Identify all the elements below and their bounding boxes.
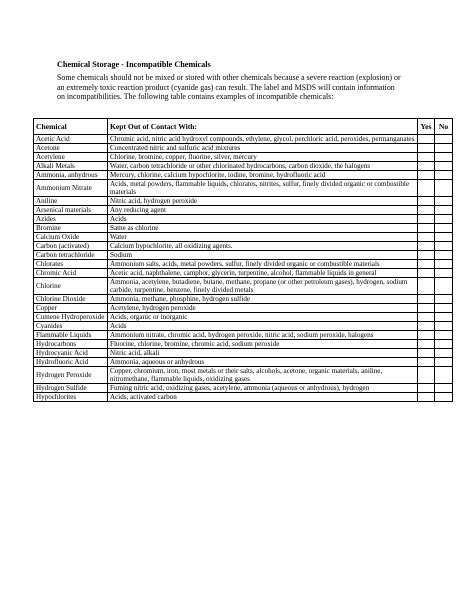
yes-cell[interactable] — [418, 358, 435, 367]
no-cell[interactable] — [435, 206, 453, 215]
table-row — [34, 313, 453, 322]
incompatible-with: Concentrated nitric and sulfuric acid mixtures — [108, 144, 418, 153]
no-cell[interactable] — [435, 313, 453, 322]
table-row — [34, 358, 453, 367]
table-row — [34, 135, 453, 144]
header-kept-out: Kept Out of Contact With: — [108, 119, 418, 135]
yes-cell[interactable] — [418, 304, 435, 313]
incompatible-with: Ammonium salts, acids, metal powders, sulfur, finely divided organic or combustible materials — [108, 260, 418, 269]
incompatible-with: Ammonium nitrate, chromic acid, hydrogen peroxide, nitric acid, sodium peroxide, halogens — [108, 331, 418, 340]
yes-cell[interactable] — [418, 233, 435, 242]
incompatible-with: Sodium — [108, 251, 418, 260]
yes-cell[interactable] — [418, 340, 435, 349]
chemical-name: Acetone — [34, 144, 108, 153]
chemical-name: Hydrofluoric Acid — [34, 358, 108, 367]
yes-cell[interactable] — [418, 242, 435, 251]
document-title: Chemical Storage - Incompatible Chemicals — [57, 60, 211, 69]
table-row — [34, 295, 453, 304]
chemical-name: Hydrogen Sulfide — [34, 384, 108, 393]
chemical-name: Carbon tetrachloride — [34, 251, 108, 260]
no-cell[interactable] — [435, 180, 453, 197]
no-cell[interactable] — [435, 367, 453, 384]
table-row — [34, 162, 453, 171]
table-body — [34, 135, 453, 402]
table-row — [34, 144, 453, 153]
incompatible-with: Acids — [108, 322, 418, 331]
incompatible-with: Copper, chromium, iron, most metals or their salts, alcohols, acetone, organic materials, aniline, nitromethane, flammable liquids, oxidizing gases — [108, 367, 418, 384]
yes-cell[interactable] — [418, 349, 435, 358]
no-cell[interactable] — [435, 153, 453, 162]
yes-cell[interactable] — [418, 251, 435, 260]
no-cell[interactable] — [435, 242, 453, 251]
table-row — [34, 215, 453, 224]
incompatible-with: Chromic acid, nitric acid hydroxyl compounds, ethylene, glycol, perchloric acid, peroxides, permanganates — [108, 135, 418, 144]
table-row — [34, 384, 453, 393]
header-no: No — [435, 119, 453, 135]
incompatible-with: Acids, activated carbon — [108, 393, 418, 402]
chemical-name: Ammonium Nitrate — [34, 180, 108, 197]
incompatible-with: Acids, organic or inorganic — [108, 313, 418, 322]
yes-cell[interactable] — [418, 206, 435, 215]
chemical-name: Hydrogen Peroxide — [34, 367, 108, 384]
incompatible-with: Nitric acid, alkali — [108, 349, 418, 358]
chemical-name: Chlorine Dioxide — [34, 295, 108, 304]
table-row — [34, 251, 453, 260]
chemical-name: Chromic Acid — [34, 269, 108, 278]
table-row — [34, 197, 453, 206]
chemical-name: Arsenical materials — [34, 206, 108, 215]
no-cell[interactable] — [435, 197, 453, 206]
yes-cell[interactable] — [418, 260, 435, 269]
chemical-name: Cumene Hydroperoxide — [34, 313, 108, 322]
chemical-name: Chlorine — [34, 278, 108, 295]
table-row — [34, 349, 453, 358]
incompatible-with: Ammonia, methane, phosphine, hydrogen sulfide — [108, 295, 418, 304]
incompatible-with: Same as chlorine — [108, 224, 418, 233]
chemical-name: Acetylene — [34, 153, 108, 162]
no-cell[interactable] — [435, 384, 453, 393]
no-cell[interactable] — [435, 233, 453, 242]
yes-cell[interactable] — [418, 162, 435, 171]
no-cell[interactable] — [435, 278, 453, 295]
no-cell[interactable] — [435, 340, 453, 349]
chemical-name: Acetic Acid — [34, 135, 108, 144]
incompatible-with: Acids — [108, 215, 418, 224]
incompatible-chemicals-table — [33, 118, 453, 402]
table-row — [34, 393, 453, 402]
document-intro: Some chemicals should not be mixed or stored with other chemicals because a severe reaction (explosion) or an extremely toxic reaction product (cyanide gas) can result. The label and MSDS will contain information on incompatibilities. The following table contains examples of incompatible chemicals: — [57, 73, 401, 102]
incompatible-with: Acetylene, hydrogen peroxide — [108, 304, 418, 313]
yes-cell[interactable] — [418, 295, 435, 304]
no-cell[interactable] — [435, 322, 453, 331]
table-row — [34, 340, 453, 349]
table-row — [34, 304, 453, 313]
no-cell[interactable] — [435, 331, 453, 340]
yes-cell[interactable] — [418, 215, 435, 224]
chemical-name: Calcium Oxide — [34, 233, 108, 242]
table-row — [34, 171, 453, 180]
yes-cell[interactable] — [418, 322, 435, 331]
yes-cell[interactable] — [418, 331, 435, 340]
table-row — [34, 180, 453, 197]
table-header-row — [34, 119, 453, 135]
header-chemical: Chemical — [34, 119, 108, 135]
chemical-name: Flammable Liquids — [34, 331, 108, 340]
table-row — [34, 224, 453, 233]
yes-cell[interactable] — [418, 153, 435, 162]
no-cell[interactable] — [435, 393, 453, 402]
yes-cell[interactable] — [418, 313, 435, 322]
table-row — [34, 260, 453, 269]
no-cell[interactable] — [435, 171, 453, 180]
no-cell[interactable] — [435, 215, 453, 224]
table-row — [34, 233, 453, 242]
yes-cell[interactable] — [418, 144, 435, 153]
incompatible-with: Ammonia, aqueous or anhydrous — [108, 358, 418, 367]
no-cell[interactable] — [435, 144, 453, 153]
chemical-name: Hydrocyanic Acid — [34, 349, 108, 358]
incompatible-with: Fuming nitric acid, oxidizing gases, acetylene, ammonia (aqueous or anhydrous), hydrogen — [108, 384, 418, 393]
chemical-name: Carbon (activated) — [34, 242, 108, 251]
no-cell[interactable] — [435, 358, 453, 367]
yes-cell[interactable] — [418, 269, 435, 278]
table-row — [34, 331, 453, 340]
no-cell[interactable] — [435, 135, 453, 144]
table-row — [34, 242, 453, 251]
table-row — [34, 322, 453, 331]
table-row — [34, 206, 453, 215]
table-row — [34, 269, 453, 278]
incompatible-with: Water, carbon tetrachloride or other chlorinated hydrocarbons, carbon dioxide, the halogens — [108, 162, 418, 171]
no-cell[interactable] — [435, 251, 453, 260]
yes-cell[interactable] — [418, 384, 435, 393]
chemical-name: Hypochlorites — [34, 393, 108, 402]
chemical-name: Cyanides — [34, 322, 108, 331]
table-row — [34, 278, 453, 295]
header-yes: Yes — [418, 119, 435, 135]
incompatible-with: Calcium hypochlorite, all oxidizing agents. — [108, 242, 418, 251]
chemical-name: Aniline — [34, 197, 108, 206]
chemical-name: Alkali Metals — [34, 162, 108, 171]
chemical-name: Copper — [34, 304, 108, 313]
incompatible-with: Acetic acid, naphthalene, camphor, glycerin, turpentine, alcohol, flammable liquids in general — [108, 269, 418, 278]
yes-cell[interactable] — [418, 197, 435, 206]
no-cell[interactable] — [435, 295, 453, 304]
chemical-name: Hydrocarbons — [34, 340, 108, 349]
no-cell[interactable] — [435, 269, 453, 278]
incompatible-with: Any reducing agent — [108, 206, 418, 215]
yes-cell[interactable] — [418, 171, 435, 180]
incompatible-with: Ammonia, acetylene, butadiene, butane, methane, propane (or other petroleum gases), hydrogen, sodium carbide, turpentine, benzene, finely divided metals — [108, 278, 418, 295]
no-cell[interactable] — [435, 260, 453, 269]
incompatible-with: Mercury, chlorine, calcium hypochlorite, iodine, bromine, hydrofluoric acid — [108, 171, 418, 180]
no-cell[interactable] — [435, 349, 453, 358]
incompatible-with: Nitric acid, hydrogen peroxide — [108, 197, 418, 206]
chemical-name: Chlorates — [34, 260, 108, 269]
table-row — [34, 153, 453, 162]
incompatible-with: Acids, metal powders, flammable liquids, chlorates, nitrites, sulfur, finely divided organic or combustible materials — [108, 180, 418, 197]
no-cell[interactable] — [435, 162, 453, 171]
yes-cell[interactable] — [418, 367, 435, 384]
no-cell[interactable] — [435, 224, 453, 233]
no-cell[interactable] — [435, 304, 453, 313]
chemical-name: Azides — [34, 215, 108, 224]
yes-cell[interactable] — [418, 278, 435, 295]
yes-cell[interactable] — [418, 224, 435, 233]
chemical-name: Bromine — [34, 224, 108, 233]
incompatible-with: Chlorine, bromine, copper, fluorine, silver, mercury — [108, 153, 418, 162]
incompatible-with: Fluorine, chlorine, bromine, chromic acid, sodium peroxide — [108, 340, 418, 349]
yes-cell[interactable] — [418, 393, 435, 402]
yes-cell[interactable] — [418, 135, 435, 144]
incompatible-with: Water — [108, 233, 418, 242]
yes-cell[interactable] — [418, 180, 435, 197]
chemical-name: Ammonia, anhydrous — [34, 171, 108, 180]
table-row — [34, 367, 453, 384]
